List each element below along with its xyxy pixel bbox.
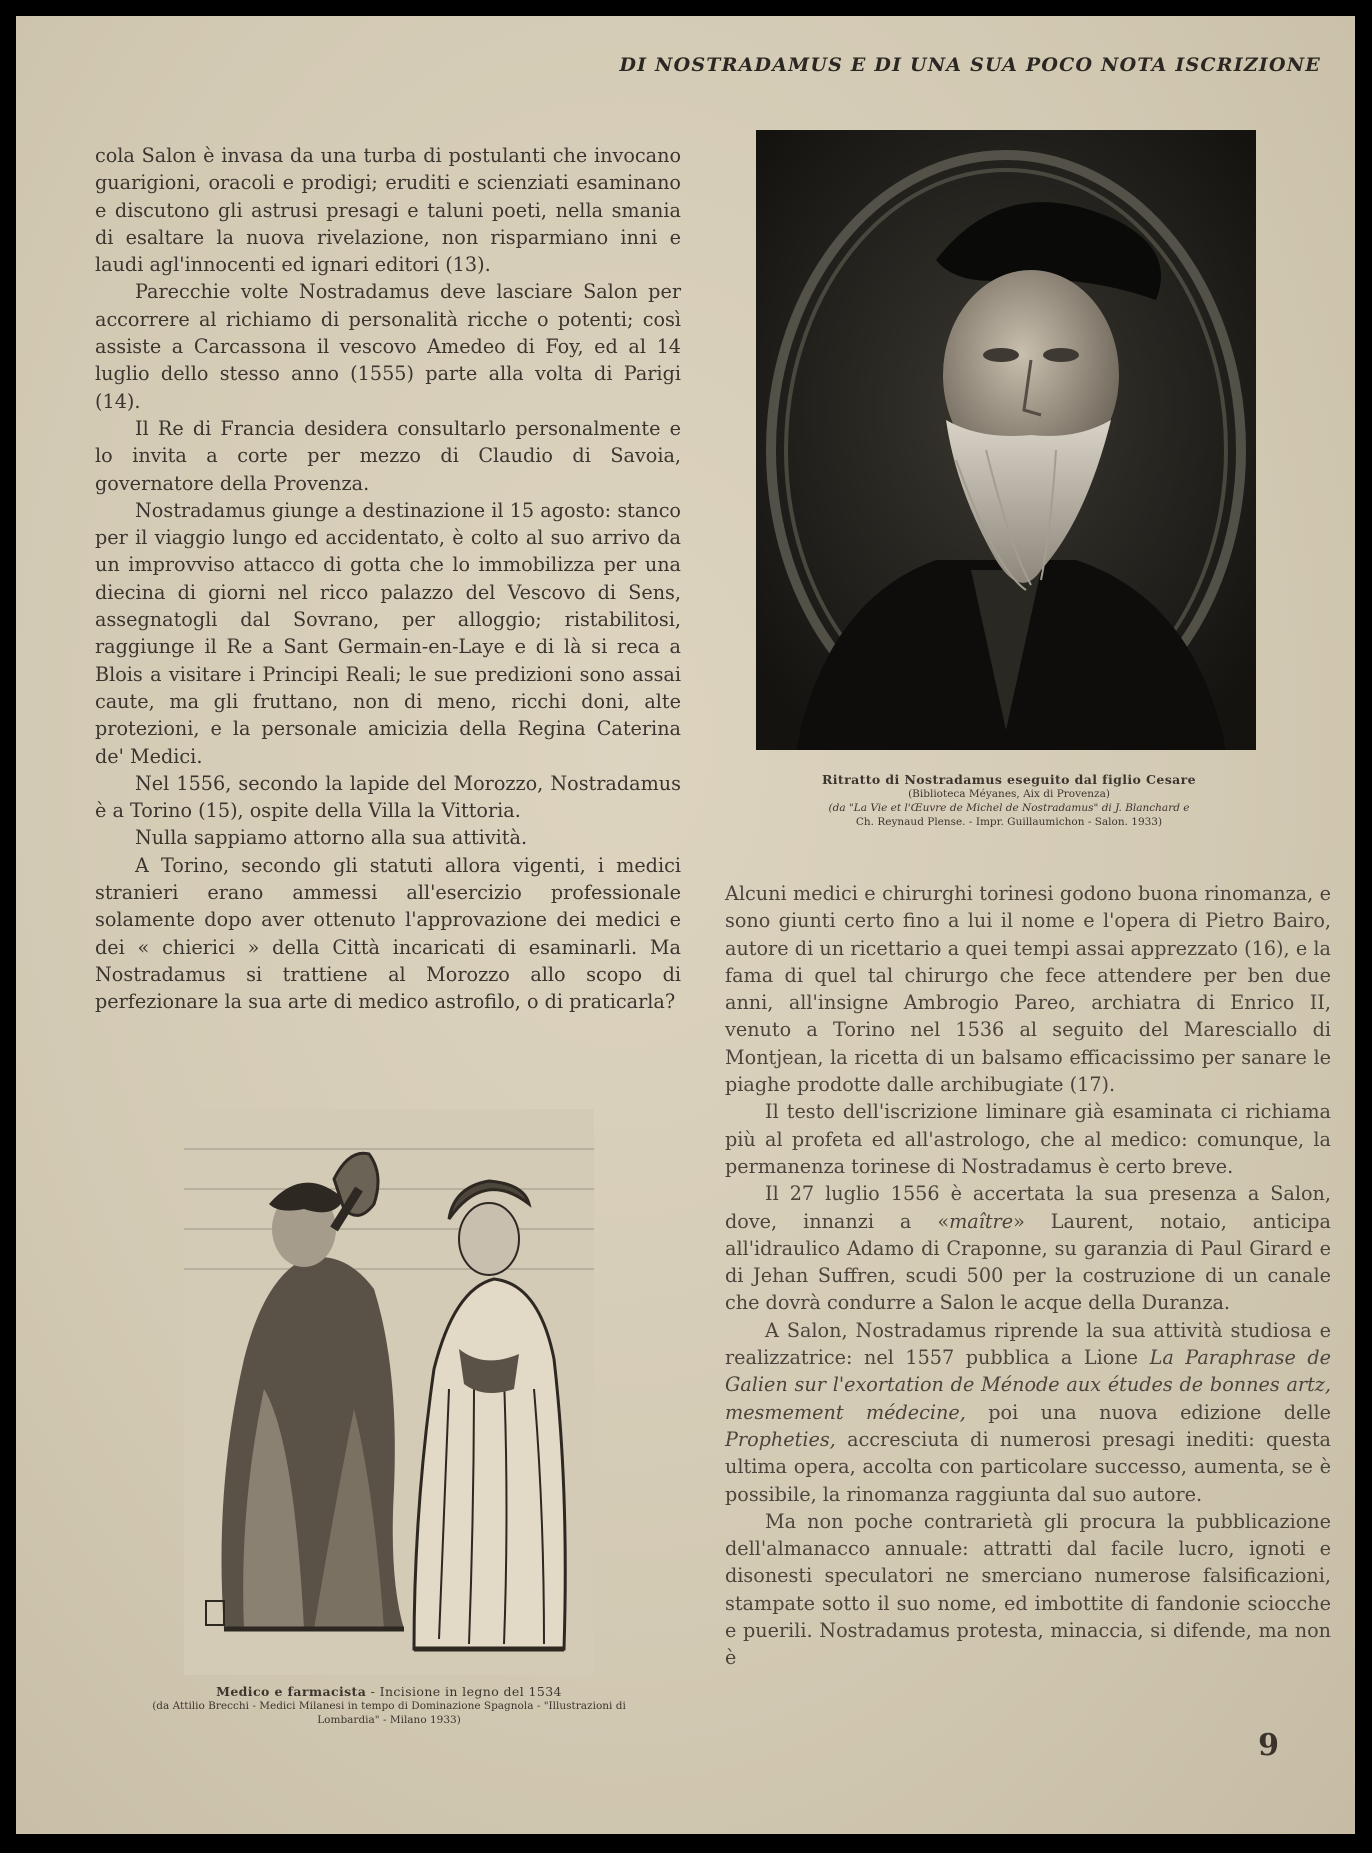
paragraph: Ma non poche contrarietà gli procura la pubblicazione dell'almanacco annuale: attratti dal facile lucro, ignoti e disonesti speculatori ne smerciano numerose falsificazioni, stampate sotto il suo nome, ed imbottite di fandonie sciocche e puerili. Nostradamus protesta, minaccia, si difende, ma non è xyxy=(725,1509,1331,1670)
italic-term: maître xyxy=(949,1209,1014,1233)
book-title: La Paraphrase de Galien sur l'exortation de Ménode aux études de bonnes artz, mesmement médecine, xyxy=(725,1346,1331,1424)
paragraph: Parecchie volte Nostradamus deve lasciare Salon per accorrere al richiamo di personalità ricche o potenti; così assiste a Carcassona il vescovo Amedeo di Foy, ed al 14 luglio dello stesso anno (1555) parte alla volta di Parigi (14). xyxy=(95,280,681,413)
paragraph: Il Re di Francia desidera consultarlo personalmente e lo invita a corte per mezzo di Claudio di Savoia, governatore della Provenza. xyxy=(95,416,681,495)
woodcut-image xyxy=(184,1109,594,1675)
woodcut-caption-line: (da Attilio Brecchi - Medici Milanesi in tempo di Dominazione Spagnola - "Illustrazioni di Lombardia" - Milano 1933) xyxy=(152,1700,626,1726)
book-page xyxy=(16,16,1355,1834)
portrait-caption-line: (Biblioteca Méyanes, Aix di Provenza) xyxy=(908,788,1110,800)
paragraph: A Torino, secondo gli statuti allora vigenti, i medici stranieri erano ammessi all'esercizio professionale solamente dopo aver ottenuto l'approvazione dei medici e dei « chierici » della Città incaricati di esaminarli. Ma Nostradamus si trattiene al Morozzo allo scopo di perfezionare la sua arte di medico astrofilo, o di praticarla? xyxy=(95,853,681,1014)
page-number: 9 xyxy=(1258,1728,1279,1763)
portrait-caption xyxy=(744,772,1274,829)
portrait-caption-title: Ritratto di Nostradamus eseguito dal figlio Cesare xyxy=(821,772,1197,787)
portrait-image xyxy=(756,130,1256,750)
book-title: Propheties, xyxy=(725,1427,836,1451)
right-column xyxy=(725,880,1331,1672)
running-head: DI NOSTRADAMUS E DI UNA SUA POCO NOTA ISCRIZIONE xyxy=(619,54,1321,76)
paragraph: Nulla sappiamo attorno alla sua attività. xyxy=(135,826,528,850)
portrait-caption-line: (da "La Vie et l'Œuvre de Michel de Nostradamus" di J. Blanchard e xyxy=(828,802,1190,814)
woodcut-caption xyxy=(134,1684,644,1727)
woodcut-caption-title: Medico e farmacista - Incisione in legno del 1534 xyxy=(216,1684,562,1699)
paragraph: Il testo dell'iscrizione liminare già esaminata ci richiama più al profeta ed all'astrologo, che al medico: comunque, la permanenza torinese di Nostradamus è certo breve. xyxy=(725,1100,1331,1178)
paragraph: Il 27 luglio 1556 è accertata la sua presenza a Salon, dove, innanzi a «maître» Laurent, notaio, anticipa all'idraulico Adamo di Craponne, su garanzia di Paul Girard e di Jehan Suffren, scudi 500 per la costruzione di un canale che dovrà condurre a Salon le acque della Duranza. xyxy=(725,1182,1331,1315)
paragraph: Nostradamus giunge a destinazione il 15 agosto: stanco per il viaggio lungo ed accidentato, è colto al suo arrivo da un improvviso attacco di gotta che lo immobilizza per una diecina di giorni nel ricco palazzo del Vescovo di Sens, assegnatogli dal Sovrano, per alloggio; ristabilitosi, raggiunge il Re a Sant Germain-en-Laye e di là si reca a Blois a visitare i Principi Reali; le sue predizioni sono assai caute, ma gli fruttano, non di meno, ricchi doni, alte protezioni, e la personale amicizia della Regina Caterina de' Medici. xyxy=(95,498,681,768)
left-column xyxy=(95,142,681,1016)
paragraph: cola Salon è invasa da una turba di postulanti che invocano guarigioni, oracoli e prodigi; eruditi e scienziati esaminano e discutono gli astrusi presagi e taluni poeti, nella smania di esaltare la nuova rivelazione, non risparmiano inni e laudi agl'innocenti ed ignari editori (13). xyxy=(95,144,681,277)
paragraph: Alcuni medici e chirurghi torinesi godono buona rinomanza, e sono giunti certo fino a lui il nome e l'opera di Pietro Bairo, autore di un ricettario a quei tempi assai apprezzato (16), e la fama di quel tal chirurgo che fece attendere per ben due anni, all'insigne Ambrogio Pareo, archiatra di Enrico II, venuto a Torino nel 1536 al seguito del Maresciallo di Montjean, la ricetta di un balsamo efficacissimo per sanare le piaghe prodotte dalle archibugiate (17). xyxy=(725,882,1331,1097)
portrait-caption-line: Ch. Reynaud Plense. - Impr. Guillaumichon - Salon. 1933) xyxy=(855,816,1163,828)
paragraph: A Salon, Nostradamus riprende la sua attività studiosa e realizzatrice: nel 1557 pubblica a Lione La Paraphrase de Galien sur l'exortation de Ménode aux études de bonnes artz, mesmement médecine, poi una nuova edizione delle Propheties, accresciuta di numerosi presagi inediti: questa ultima opera, accolta con particolare successo, aumenta, se è possibile, la rinomanza raggiunta dal suo autore. xyxy=(725,1318,1331,1506)
paragraph: Nel 1556, secondo la lapide del Morozzo, Nostradamus è a Torino (15), ospite della Villa la Vittoria. xyxy=(95,771,681,823)
